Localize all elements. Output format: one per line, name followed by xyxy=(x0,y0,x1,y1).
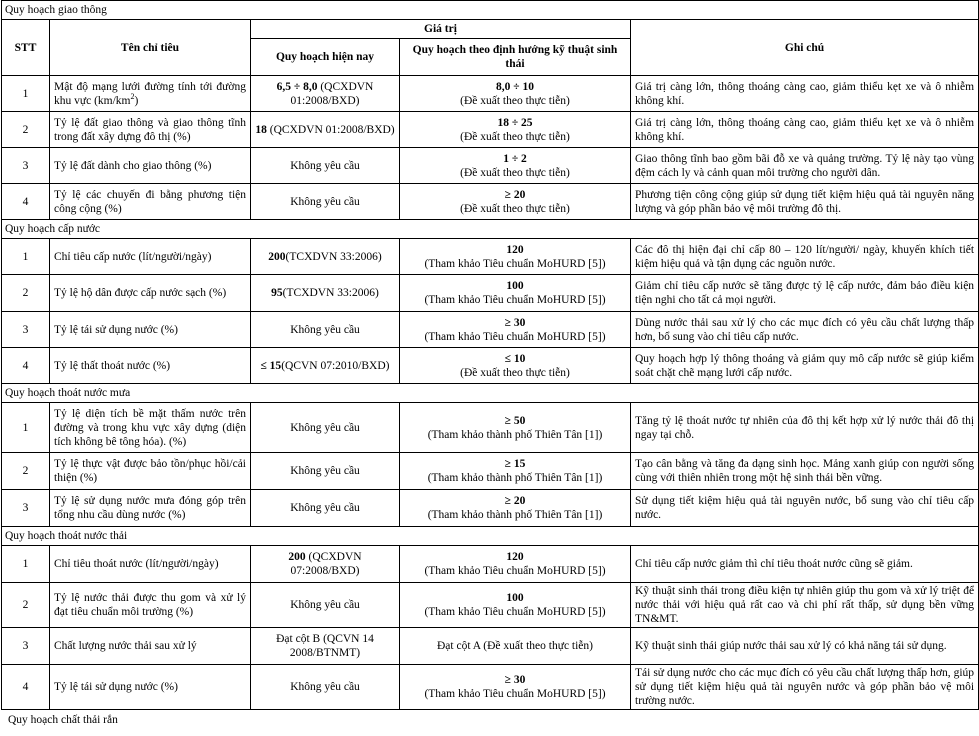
col-header-value: Giá trị xyxy=(251,20,631,39)
current-value-source: Không yêu cầu xyxy=(290,421,360,434)
row-eco-value xyxy=(400,148,631,184)
row-stt: 4 xyxy=(2,665,50,710)
row-current-value xyxy=(251,628,400,665)
row-current-value xyxy=(251,403,400,453)
row-indicator-name xyxy=(50,453,251,490)
indicator-text: Tỷ lệ thực vật được bảo tồn/phục hồi/cải thiện (%) xyxy=(54,458,246,484)
row-stt: 2 xyxy=(2,275,50,312)
current-value-source: Không yêu cầu xyxy=(290,159,360,172)
section-row-water-supply xyxy=(2,220,979,239)
row-stt: 2 xyxy=(2,583,50,628)
row-eco-value xyxy=(400,546,631,583)
indicator-text: Tỷ lệ tái sử dụng nước (%) xyxy=(54,323,178,336)
current-value-source: (TCXDVN 33:2006) xyxy=(285,250,382,263)
table-row xyxy=(2,312,979,348)
eco-value-source: (Đề xuất theo thực tiễn) xyxy=(460,166,570,179)
current-value-source: Đạt cột B (QCVN 14 2008/BTNMT) xyxy=(276,633,374,659)
row-indicator-name xyxy=(50,275,251,312)
row-note: Quy hoạch hợp lý thông thoáng và giảm quy mô cấp nước sẽ giúp kiểm soát chặt chẽ mạng lưới cấp nước. xyxy=(631,348,979,384)
row-eco-value xyxy=(400,275,631,312)
col-header-stt: STT xyxy=(2,20,50,76)
eco-value-main: ≥ 50 xyxy=(504,414,526,427)
row-current-value xyxy=(251,348,400,384)
header-row-1 xyxy=(2,20,979,39)
row-stt: 1 xyxy=(2,76,50,112)
indicator-text: Chỉ tiêu cấp nước (lít/người/ngày) xyxy=(54,250,212,263)
current-value-source: Không yêu cầu xyxy=(290,502,360,514)
indicator-text: Mật độ mạng lưới đường tính tới đường khu vực (km/km xyxy=(54,80,246,107)
section-row-wastewater xyxy=(2,527,979,546)
indicator-text: Tỷ lệ diện tích bề mặt thấm nước trên đường và trong khu vực xây dựng (diện tích không bê tông hóa). (%) xyxy=(54,407,246,448)
current-value-main: 18 xyxy=(255,123,267,136)
current-value-main: 6,5 ÷ 8,0 xyxy=(276,80,318,93)
row-stt: 3 xyxy=(2,148,50,184)
row-note: Kỹ thuật sinh thái trong điều kiện tự nhiên giúp thu gom và xử lý triệt để nước thải với hiệu quả rất cao và chi phí rất thấp, sử dụng bền vững TN&MT. xyxy=(631,583,979,628)
eco-value-main: ≥ 20 xyxy=(504,188,526,201)
indicator-text: Tỷ lệ đất dành cho giao thông (%) xyxy=(54,159,212,172)
eco-value-source: (Tham khảo thành phố Thiên Tân [1]) xyxy=(427,509,603,521)
eco-value-main: 100 xyxy=(506,592,524,604)
indicator-text: Tỷ lệ tái sử dụng nước (%) xyxy=(54,681,178,693)
current-value-main: 200 xyxy=(288,551,306,563)
row-indicator-name xyxy=(50,239,251,275)
eco-value-main: ≥ 20 xyxy=(504,495,526,507)
row-current-value xyxy=(251,546,400,583)
eco-value-source: (Tham khảo Tiêu chuẩn MoHURD [5]) xyxy=(424,294,606,306)
eco-value-main: 100 xyxy=(506,280,524,292)
eco-value-main: 120 xyxy=(506,551,524,563)
row-note: Tạo cân bằng và tăng đa dạng sinh học. Mảng xanh giúp con người sống cùng với thiên nhiên trong một hệ sinh thái bền vững. xyxy=(631,453,979,490)
row-stt: 2 xyxy=(2,112,50,148)
eco-value-source: (Đề xuất theo thực tiễn) xyxy=(460,94,570,107)
section-row-stormwater xyxy=(2,384,979,403)
row-current-value xyxy=(251,76,400,112)
row-note: Phương tiện công cộng giúp sử dụng tiết kiệm hiệu quả tài nguyên năng lượng và góp phần bảo vệ môi trường đô thị. xyxy=(631,184,979,220)
current-value-source: (QCXDVN 07:2008/BXD) xyxy=(290,551,362,577)
row-note: Kỹ thuật sinh thái giúp nước thải sau xử lý có khả năng tái sử dụng. xyxy=(631,628,979,665)
row-eco-value xyxy=(400,184,631,220)
indicator-superscript: 2 xyxy=(130,91,135,101)
eco-value-main: 8,0 ÷ 10 xyxy=(496,80,534,93)
row-note: Chỉ tiêu cấp nước giảm thì chỉ tiêu thoát nước cũng sẽ giảm. xyxy=(631,546,979,583)
indicator-text: Tỷ lệ hộ dân được cấp nước sạch (%) xyxy=(54,287,227,299)
eco-value-source: (Tham khảo Tiêu chuẩn MoHURD [5]) xyxy=(424,565,606,577)
row-stt: 4 xyxy=(2,348,50,384)
eco-value-source: (Tham khảo Tiêu chuẩn MoHURD [5]) xyxy=(424,330,606,343)
row-indicator-name xyxy=(50,403,251,453)
table-row xyxy=(2,348,979,384)
row-eco-value xyxy=(400,76,631,112)
current-value-source: Không yêu cầu xyxy=(290,195,360,208)
col-header-eco: Quy hoạch theo định hướng kỹ thuật sinh thái xyxy=(400,39,631,76)
section-title: Quy hoạch thoát nước thải xyxy=(2,527,979,546)
section-title: Quy hoạch cấp nước xyxy=(2,220,979,239)
row-indicator-name xyxy=(50,312,251,348)
row-current-value xyxy=(251,184,400,220)
row-indicator-name xyxy=(50,490,251,527)
eco-value-main: ≥ 30 xyxy=(504,316,526,329)
row-indicator-name xyxy=(50,184,251,220)
eco-value-source: (Đề xuất theo thực tiễn) xyxy=(460,130,570,143)
row-indicator-name xyxy=(50,665,251,710)
indicator-text: Tỷ lệ thất thoát nước (%) xyxy=(54,359,171,372)
table-row xyxy=(2,583,979,628)
row-stt: 1 xyxy=(2,239,50,275)
eco-value-main: 18 ÷ 25 xyxy=(497,116,533,129)
col-header-name: Tên chỉ tiêu xyxy=(50,20,251,76)
row-note: Sử dụng tiết kiệm hiệu quả tài nguyên nước, bổ sung vào chỉ tiêu cấp nước. xyxy=(631,490,979,527)
row-eco-value xyxy=(400,312,631,348)
eco-value-main: ≥ 30 xyxy=(504,674,526,686)
indicator-text: Chất lượng nước thải sau xử lý xyxy=(54,640,197,652)
current-value-main: 200 xyxy=(268,250,286,263)
row-stt: 3 xyxy=(2,312,50,348)
row-current-value xyxy=(251,453,400,490)
row-indicator-name xyxy=(50,348,251,384)
row-indicator-name xyxy=(50,112,251,148)
current-value-source: Không yêu cầu xyxy=(290,599,360,611)
row-note: Tăng tỷ lệ thoát nước tự nhiên của đô thị kết hợp xử lý nước thải đô thị ngay tại chỗ. xyxy=(631,403,979,453)
table-row xyxy=(2,665,979,710)
eco-value-source: (Tham khảo Tiêu chuẩn MoHURD [5]) xyxy=(424,257,606,270)
current-value-main: 95 xyxy=(271,287,283,299)
indicator-text: Tỷ lệ đất giao thông và giao thông tĩnh trong đất xây dựng đô thị (%) xyxy=(54,116,246,143)
row-note: Giá trị càng lớn, thông thoáng càng cao, giảm thiểu kẹt xe và ô nhiễm không khí. xyxy=(631,112,979,148)
row-note: Dùng nước thải sau xử lý cho các mục đích có yêu cầu chất lượng thấp hơn, bổ sung vào chỉ tiêu cấp nước. xyxy=(631,312,979,348)
table-row xyxy=(2,403,979,453)
row-note: Giao thông tĩnh bao gồm bãi đỗ xe và quảng trường. Tỷ lệ này tạo vùng đệm cách ly và cảnh quan môi trường cho người dân. xyxy=(631,148,979,184)
row-stt: 4 xyxy=(2,184,50,220)
row-indicator-name xyxy=(50,148,251,184)
row-eco-value xyxy=(400,628,631,665)
row-eco-value xyxy=(400,665,631,710)
table-row xyxy=(2,112,979,148)
row-current-value xyxy=(251,112,400,148)
eco-value-source: Đạt cột A (Đề xuất theo thực tiễn) xyxy=(436,640,593,652)
table-row xyxy=(2,275,979,312)
table-row xyxy=(2,490,979,527)
row-eco-value xyxy=(400,453,631,490)
row-note: Giá trị càng lớn, thông thoáng càng cao, giảm thiểu kẹt xe và ô nhiễm không khí. xyxy=(631,76,979,112)
row-current-value xyxy=(251,312,400,348)
current-value-source: Không yêu cầu xyxy=(290,681,360,693)
table-row xyxy=(2,628,979,665)
row-stt: 1 xyxy=(2,546,50,583)
eco-value-source: (Tham khảo thành phố Thiên Tân [1]) xyxy=(427,472,603,484)
row-eco-value xyxy=(400,583,631,628)
row-indicator-name xyxy=(50,76,251,112)
table-row xyxy=(2,453,979,490)
current-value-source: (QCXDVN 01:2008/BXD) xyxy=(290,80,374,107)
table-row xyxy=(2,184,979,220)
row-stt: 3 xyxy=(2,490,50,527)
col-header-note: Ghi chú xyxy=(631,20,979,76)
indicator-text: Tỷ lệ nước thải được thu gom và xử lý đạt tiêu chuẩn môi trường (%) xyxy=(54,592,246,618)
section-title: Quy hoạch giao thông xyxy=(2,1,979,20)
row-indicator-name xyxy=(50,583,251,628)
row-eco-value xyxy=(400,239,631,275)
row-note: Các đô thị hiện đại chỉ cấp 80 – 120 lít/người/ ngày, khuyến khích tiết kiệm hiệu quả và tận dụng các nguồn nước. xyxy=(631,239,979,275)
indicator-text: Tỷ lệ các chuyến đi bằng phương tiện công cộng (%) xyxy=(54,188,246,215)
row-indicator-name xyxy=(50,546,251,583)
current-value-main: ≤ 15 xyxy=(260,359,282,372)
row-current-value xyxy=(251,275,400,312)
current-value-source: (QCVN 07:2010/BXD) xyxy=(281,359,390,372)
trailing-section-title: Quy hoạch chất thải rắn xyxy=(8,714,118,726)
current-value-source: (TCXDVN 33:2006) xyxy=(282,287,379,299)
row-eco-value xyxy=(400,403,631,453)
row-stt: 1 xyxy=(2,403,50,453)
indicator-text: Chỉ tiêu thoát nước (lít/người/ngày) xyxy=(54,558,219,570)
indicator-text-tail: ) xyxy=(134,94,139,107)
eco-value-main: 1 ÷ 2 xyxy=(503,152,527,165)
current-value-source: Không yêu cầu xyxy=(290,323,360,336)
row-eco-value xyxy=(400,348,631,384)
row-eco-value xyxy=(400,112,631,148)
section-title: Quy hoạch thoát nước mưa xyxy=(2,384,979,403)
eco-value-source: (Đề xuất theo thực tiễn) xyxy=(460,202,570,215)
row-note: Giảm chỉ tiêu cấp nước sẽ tăng được tỷ lệ cấp nước, đảm bảo điều kiện tiện nghi cho tất cả mọi người. xyxy=(631,275,979,312)
row-note: Tái sử dụng nước cho các mục đích có yêu cầu chất lượng thấp hơn, giúp sử dụng tiết kiệm hiệu quả tài nguyên nước và góp phần bảo vệ môi trường nước. xyxy=(631,665,979,710)
current-value-source: (QCXDVN 01:2008/BXD) xyxy=(266,123,395,136)
eco-value-main: ≥ 15 xyxy=(504,458,526,470)
indicator-text: Tỷ lệ sử dụng nước mưa đóng góp trên tổng nhu cầu dùng nước (%) xyxy=(54,495,246,521)
eco-value-source: (Tham khảo thành phố Thiên Tân [1]) xyxy=(427,428,603,441)
eco-value-main: 120 xyxy=(506,243,524,256)
indicator-table xyxy=(1,0,979,710)
section-row-transport xyxy=(2,1,979,20)
table-row xyxy=(2,239,979,275)
row-current-value xyxy=(251,148,400,184)
row-eco-value xyxy=(400,490,631,527)
current-value-source: Không yêu cầu xyxy=(290,465,360,477)
row-stt: 3 xyxy=(2,628,50,665)
row-stt: 2 xyxy=(2,453,50,490)
col-header-current: Quy hoạch hiện nay xyxy=(251,39,400,76)
row-current-value xyxy=(251,665,400,710)
row-current-value xyxy=(251,490,400,527)
eco-value-source: (Tham khảo Tiêu chuẩn MoHURD [5]) xyxy=(424,688,606,700)
table-row xyxy=(2,76,979,112)
row-current-value xyxy=(251,239,400,275)
table-row xyxy=(2,546,979,583)
eco-value-main: ≤ 10 xyxy=(504,352,526,365)
row-indicator-name xyxy=(50,628,251,665)
table-row xyxy=(2,148,979,184)
eco-value-source: (Đề xuất theo thực tiễn) xyxy=(460,366,570,379)
eco-value-source: (Tham khảo Tiêu chuẩn MoHURD [5]) xyxy=(424,606,606,618)
row-current-value xyxy=(251,583,400,628)
